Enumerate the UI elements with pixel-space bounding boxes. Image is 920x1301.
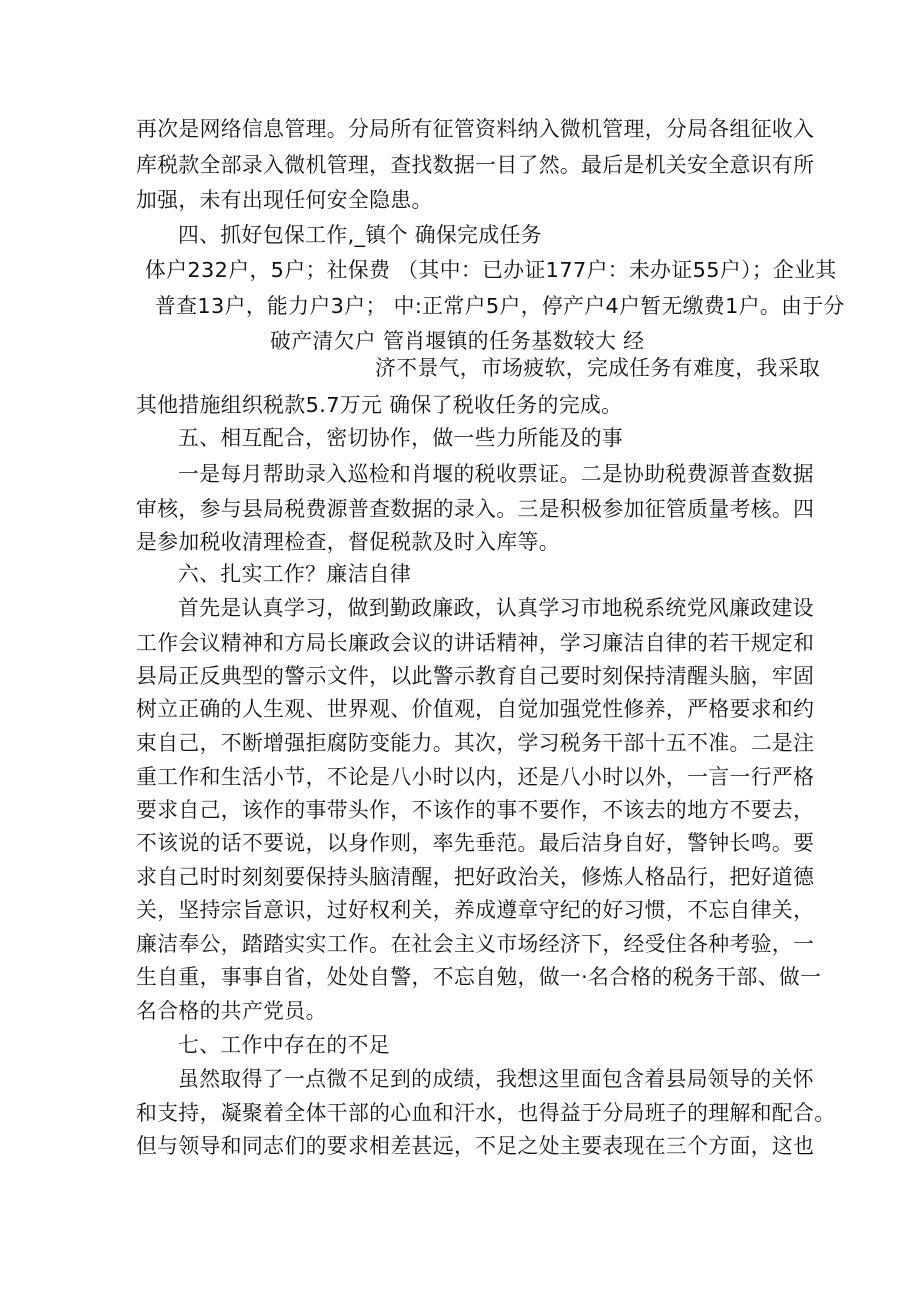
text-line: 再次是网络信息管理。分局所有征管资料纳入微机管理，分局各组征收入 <box>136 117 815 141</box>
section-heading: 四、抓好包保工作,_镇个 确保完成任务 <box>178 223 542 247</box>
text-line: 县局正反典型的警示文件，以此警示教育自己要时刻保持清醒头脑，牢固 <box>136 664 815 688</box>
text-line: 名合格的共产党员。 <box>136 999 327 1023</box>
text-line: 工作会议精神和方局长廉政会议的讲话精神，学习廉洁自律的若干规定和 <box>136 631 815 655</box>
text-line: 济不景气，市场疲软，完成任务有难度，我采取 <box>375 356 821 380</box>
text-line: 普查13户，能力户3户； 中:正常户5户，停产户4户暂无缴费1户。由于分 <box>155 294 845 318</box>
text-line: 束自己，不断增强拒腐防变能力。其次，学习税务干部十五不准。二是注 <box>136 731 815 755</box>
text-line: 要求自己，该作的事带头作，不该作的事不要作，不该去的地方不要去， <box>136 798 815 822</box>
text-line: 是参加税收清理检查，督促税款及时入库等。 <box>136 530 560 554</box>
text-line: 重工作和生活小节，不论是八小时以内，还是八小时以外，一言一行严格 <box>136 765 815 789</box>
text-line: 但与领导和同志们的要求相差甚远，不足之处主要表现在三个方面，这也 <box>136 1134 815 1158</box>
text-line: 廉洁奉公，踏踏实实工作。在社会主义市场经济下，经受住各种考验，一 <box>136 932 815 956</box>
text-line: 关，坚持宗旨意识，过好权利关，养成遵章守纪的好习惯，不忘自律关， <box>136 898 815 922</box>
text-line: 树立正确的人生观、世界观、价值观，自觉加强党性修养，严格要求和约 <box>136 697 815 721</box>
text-line: 加强，未有出现任何安全隐患。 <box>136 188 433 212</box>
text-line: 破产清欠户 管肖堰镇的任务基数较大 经 <box>270 329 645 353</box>
section-heading: 六、扎实工作？廉洁自律 <box>178 562 412 586</box>
section-heading: 五、相互配合，密切协作，做一些力所能及的事 <box>178 426 624 450</box>
text-line: 不该说的话不要说，以身作则，率先垂范。最后洁身自好，警钟长鸣。要 <box>136 831 815 855</box>
text-line: 求自己时时刻刻要保持头脑清醒，把好政治关，修炼人格品行，把好道德 <box>136 865 815 889</box>
text-line: 虽然取得了一点微不足到的成绩，我想这里面包含着县局领导的关怀 <box>178 1067 814 1091</box>
text-line: 一是每月帮助录入巡检和肖堰的税收票证。二是协助税费源普查数据 <box>178 462 814 486</box>
text-line: 生自重，事事自省，处处自警，不忘自勉，做一·名合格的税务干部、做一 <box>136 965 822 989</box>
text-line: 体户232户，5户；社保费 （其中：已办证177户：未办证55户）；企业其 <box>145 258 837 282</box>
text-line: 和支持，凝聚着全体干部的心血和汗水，也得益于分局班子的理解和配合。 <box>136 1101 836 1125</box>
section-heading: 七、工作中存在的不足 <box>178 1033 390 1057</box>
text-line: 首先是认真学习，做到勤政廉政，认真学习市地税系统党风廉政建设 <box>178 596 814 620</box>
text-line: 库税款全部录入微机管理，查找数据一目了然。最后是机关安全意识有所 <box>136 153 815 177</box>
text-line: 审核，参与县局税费源普查数据的录入。三是积极参加征管质量考核。四 <box>136 497 815 521</box>
text-line: 其他措施组织税款5.7万元 确保了税收任务的完成。 <box>136 393 623 417</box>
